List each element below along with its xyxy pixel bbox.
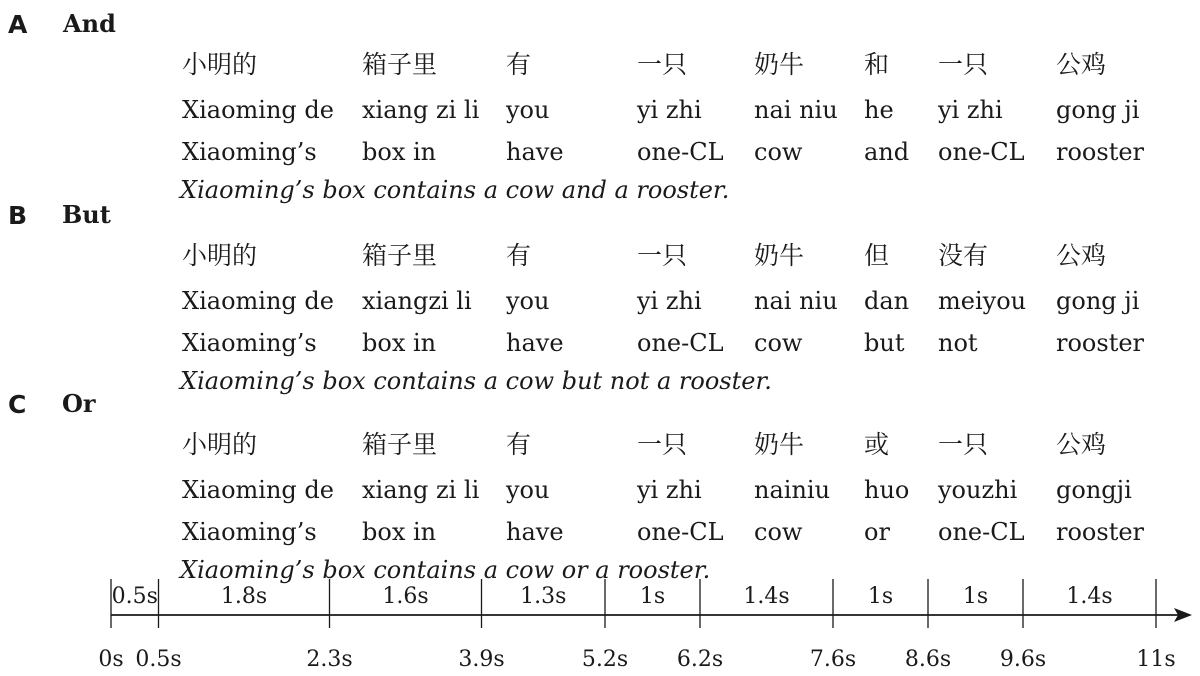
chinese-word: 奶牛 [754, 50, 805, 79]
timeline-tick-label: 8.6s [904, 647, 952, 672]
timeline-tick-label: 0.5s [135, 647, 182, 672]
pinyin-word: Xiaoming de [182, 476, 334, 504]
pinyin-word: nainiu [754, 476, 831, 504]
pinyin-word: gong ji [1056, 96, 1140, 124]
pinyin-word: yi zhi [637, 476, 702, 504]
gloss-word: cow [754, 329, 803, 357]
gloss-word: not [938, 329, 978, 357]
pinyin-word: Xiaoming de [182, 96, 334, 124]
pinyin-word: dan [864, 287, 910, 315]
gloss-word: one-CL [637, 138, 724, 166]
chinese-word: 有 [506, 241, 532, 270]
pinyin-word: Xiaoming de [182, 287, 334, 315]
timeline-tick-label: 0s [98, 647, 124, 672]
translation: Xiaoming’s box contains a cow or a rooster. [180, 556, 711, 584]
timeline-tick-label: 11s [1136, 647, 1176, 672]
pinyin-word: he [864, 96, 894, 124]
gloss-word: and [864, 138, 910, 166]
chinese-word: 小明的 [182, 50, 258, 79]
gloss-word: Xiaoming’s [182, 138, 317, 166]
pinyin-word: you [506, 96, 550, 124]
timeline-duration: 0.5s [111, 584, 158, 609]
pinyin-word: meiyou [938, 287, 1027, 315]
chinese-word: 一只 [637, 430, 688, 459]
timeline-duration: 1s [962, 584, 989, 609]
gloss-word: have [506, 138, 564, 166]
gloss-word: box in [362, 329, 437, 357]
timeline-tick-label: 3.9s [458, 647, 505, 672]
chinese-word: 一只 [938, 430, 989, 459]
chinese-word: 但 [864, 241, 890, 270]
panel-title: But [62, 200, 111, 229]
timeline-duration: 1.4s [743, 584, 790, 609]
panel-letter: A [8, 10, 28, 39]
gloss-word: rooster [1056, 329, 1145, 357]
chinese-word: 一只 [637, 50, 688, 79]
timeline [0, 570, 1200, 676]
chinese-word: 或 [864, 430, 890, 459]
chinese-word: 公鸡 [1056, 50, 1107, 79]
timeline-duration: 1.6s [382, 584, 429, 609]
panel-letter: B [8, 201, 28, 230]
timeline-duration: 1s [867, 584, 894, 609]
timeline-duration: 1.8s [220, 584, 268, 609]
pinyin-word: huo [864, 476, 910, 504]
gloss-word: Xiaoming’s [182, 329, 317, 357]
pinyin-word: xiang zi li [362, 96, 480, 124]
panel-title: Or [62, 389, 96, 418]
gloss-word: box in [362, 518, 437, 546]
timeline-duration: 1s [639, 584, 666, 609]
panel-letter: C [8, 390, 27, 419]
chinese-word: 箱子里 [362, 430, 438, 459]
chinese-word: 有 [506, 430, 532, 459]
pinyin-word: xiang zi li [362, 476, 480, 504]
translation: Xiaoming’s box contains a cow but not a rooster. [180, 367, 772, 395]
gloss-word: have [506, 329, 564, 357]
gloss-word: rooster [1056, 518, 1145, 546]
pinyin-word: yi zhi [637, 96, 702, 124]
timeline-tick-label: 5.2s [581, 647, 629, 672]
chinese-word: 没有 [938, 241, 989, 270]
gloss-word: or [864, 518, 890, 546]
chinese-word: 公鸡 [1056, 430, 1107, 459]
chinese-word: 和 [864, 50, 890, 79]
timeline-duration: 1.3s [520, 584, 567, 609]
pinyin-word: nai niu [754, 96, 838, 124]
gloss-word: cow [754, 518, 803, 546]
chinese-word: 一只 [938, 50, 989, 79]
chinese-word: 一只 [637, 241, 688, 270]
timeline-tick-label: 2.3s [306, 647, 353, 672]
gloss-word: box in [362, 138, 437, 166]
chinese-word: 公鸡 [1056, 241, 1107, 270]
gloss-word: but [864, 329, 905, 357]
pinyin-word: you [506, 287, 550, 315]
timeline-tick-label: 9.6s [999, 647, 1047, 672]
chinese-word: 有 [506, 50, 532, 79]
chinese-word: 奶牛 [754, 241, 805, 270]
panel-title: And [63, 9, 116, 38]
pinyin-word: gong ji [1056, 287, 1140, 315]
pinyin-word: gongji [1056, 476, 1132, 504]
chinese-word: 箱子里 [362, 241, 438, 270]
gloss-word: cow [754, 138, 803, 166]
gloss-word: rooster [1056, 138, 1145, 166]
gloss-word: one-CL [938, 138, 1025, 166]
chinese-word: 小明的 [182, 241, 258, 270]
translation: Xiaoming’s box contains a cow and a rooster. [180, 176, 730, 204]
chinese-word: 箱子里 [362, 50, 438, 79]
timeline-duration: 1.4s [1066, 584, 1113, 609]
timeline-tick-label: 7.6s [809, 647, 857, 672]
gloss-word: have [506, 518, 564, 546]
pinyin-word: nai niu [754, 287, 838, 315]
pinyin-word: yi zhi [637, 287, 702, 315]
pinyin-word: xiangzi li [362, 287, 472, 315]
gloss-word: Xiaoming’s [182, 518, 317, 546]
chinese-word: 奶牛 [754, 430, 805, 459]
gloss-word: one-CL [637, 329, 724, 357]
timeline-tick-label: 6.2s [676, 647, 724, 672]
gloss-word: one-CL [637, 518, 724, 546]
pinyin-word: youzhi [938, 476, 1018, 504]
pinyin-word: yi zhi [938, 96, 1003, 124]
pinyin-word: you [506, 476, 550, 504]
gloss-word: one-CL [938, 518, 1025, 546]
chinese-word: 小明的 [182, 430, 258, 459]
